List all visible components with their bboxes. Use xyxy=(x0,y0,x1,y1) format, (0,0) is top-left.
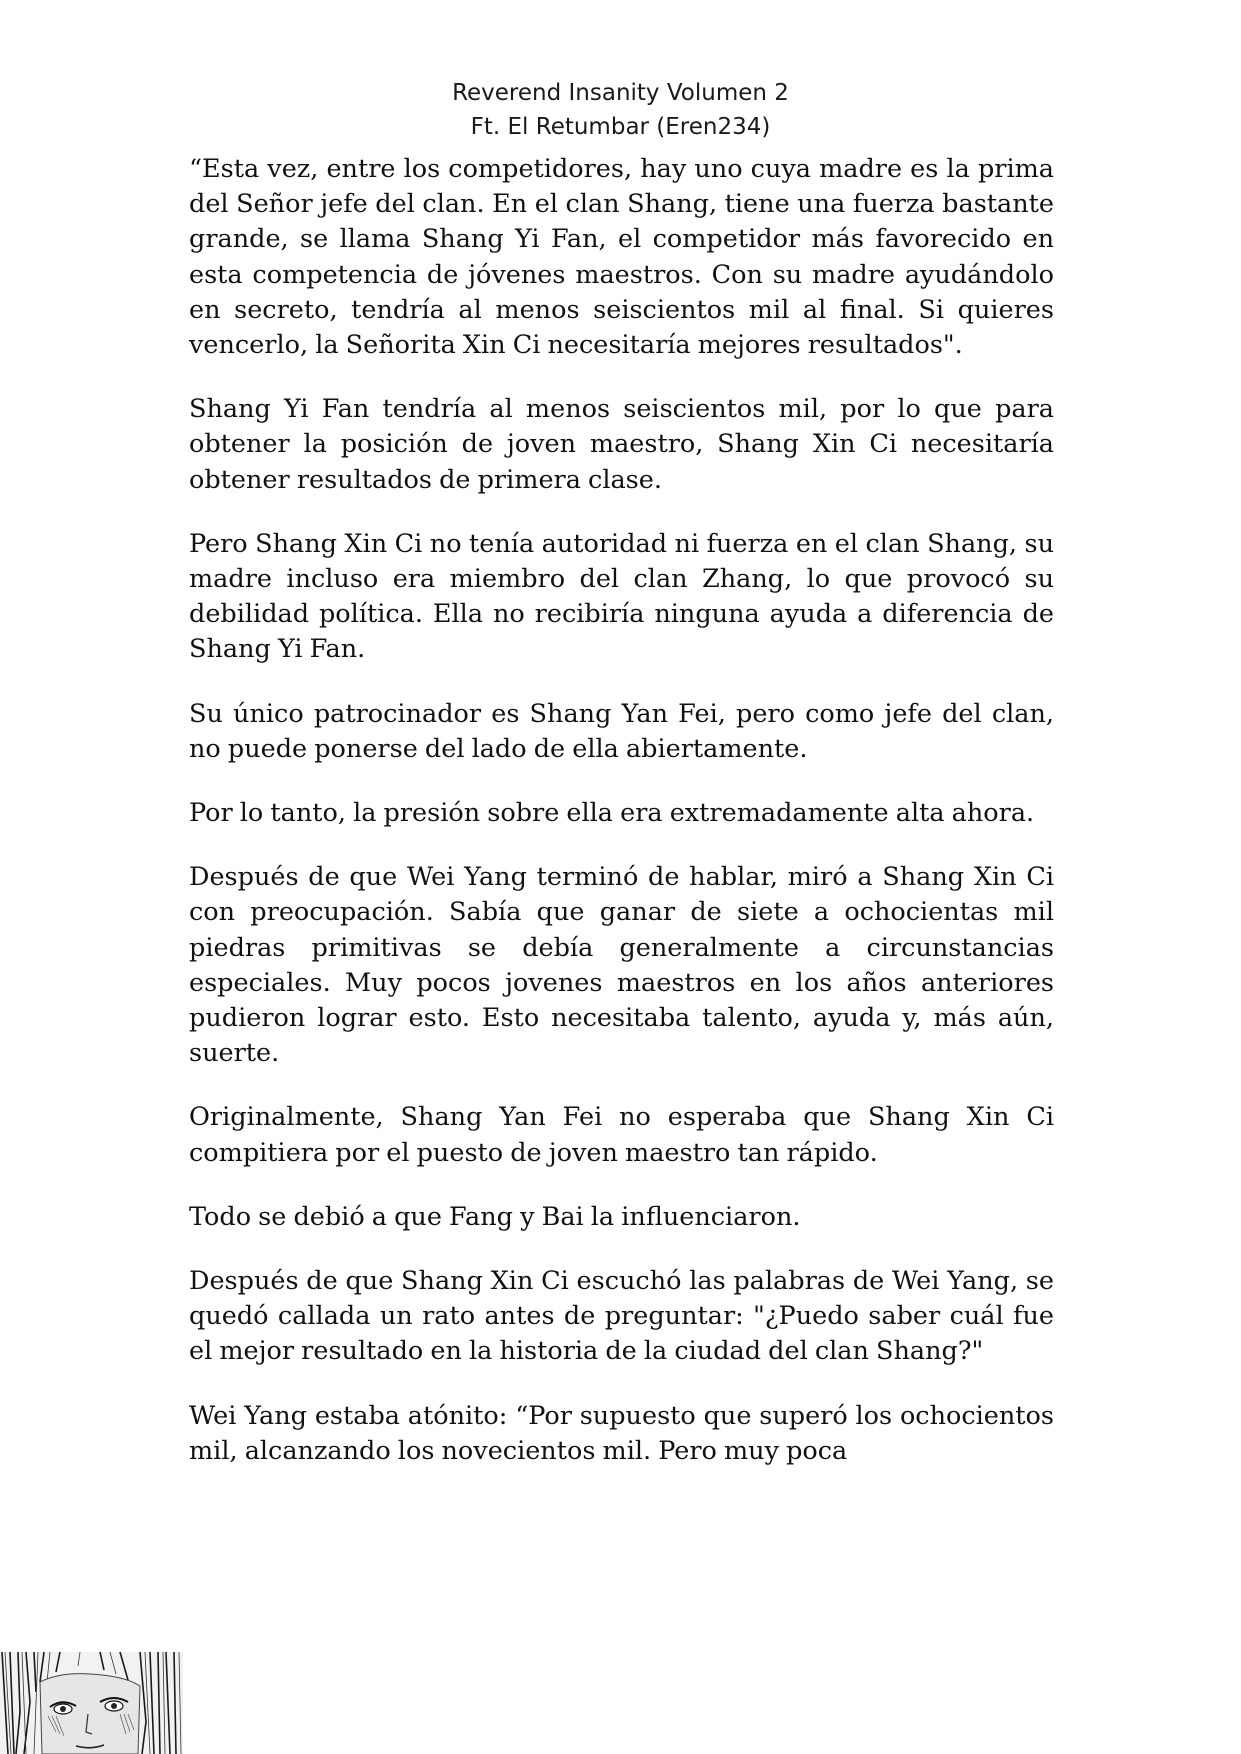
paragraph: Su único patrocinador es Shang Yan Fei, pero como jefe del clan, no puede ponerse del lado de ella abiertamente. xyxy=(189,698,1054,764)
page-header xyxy=(0,76,1241,144)
paragraph: Wei Yang estaba atónito: “Por supuesto que superó los ochocientos mil, alcanzando los novecientos mil. Pero muy poca xyxy=(189,1400,1054,1466)
paragraph: Después de que Wei Yang terminó de hablar, miró a Shang Xin Ci con preocupación. Sabía que ganar de siete a ochocientas mil piedras primitivas se debía generalmente a circunstancias especiales. Muy pocos jovenes maestros en los años anteriores pudieron lograr esto. Esto necesitaba talento, ayuda y, más aún, suerte. xyxy=(189,862,1054,1069)
paragraph: Por lo tanto, la presión sobre ella era extremadamente alta ahora. xyxy=(189,798,1035,829)
paragraph: Originalmente, Shang Yan Fei no esperaba que Shang Xin Ci compitiera por el puesto de joven maestro tan rápido. xyxy=(189,1102,1054,1168)
paragraph: Pero Shang Xin Ci no tenía autoridad ni fuerza en el clan Shang, su madre incluso era miembro del clan Zhang, lo que provocó su debilidad política. Ella no recibiría ninguna ayuda a diferencia de Shang Yi Fan. xyxy=(189,528,1054,665)
header-title: Reverend Insanity Volumen 2 xyxy=(452,80,789,106)
header-subtitle: Ft. El Retumbar (Eren234) xyxy=(470,114,771,140)
manga-face-illustration xyxy=(0,1652,183,1754)
document-body xyxy=(189,152,1054,1469)
paragraph: Todo se debió a que Fang y Bai la influenciaron. xyxy=(189,1201,801,1232)
paragraph: Después de que Shang Xin Ci escuchó las palabras de Wei Yang, se quedó callada un rato antes de preguntar: "¿Puedo saber cuál fue el mejor resultado en la historia de la ciudad del clan Shang?" xyxy=(189,1266,1054,1367)
corner-illustration xyxy=(0,1652,183,1754)
paragraph: Shang Yi Fan tendría al menos seiscientos mil, por lo que para obtener la posición de joven maestro, Shang Xin Ci necesitaría obtener resultados de primera clase. xyxy=(189,394,1054,495)
paragraph: “Esta vez, entre los competidores, hay uno cuya madre es la prima del Señor jefe del clan. En el clan Shang, tiene una fuerza bastante grande, se llama Shang Yi Fan, el competidor más favorecido en esta competencia de jóvenes maestros. Con su madre ayudándolo en secreto, tendría al menos seiscientos mil al final. Si quieres vencerlo, la Señorita Xin Ci necesitaría mejores resultados". xyxy=(189,154,1054,361)
